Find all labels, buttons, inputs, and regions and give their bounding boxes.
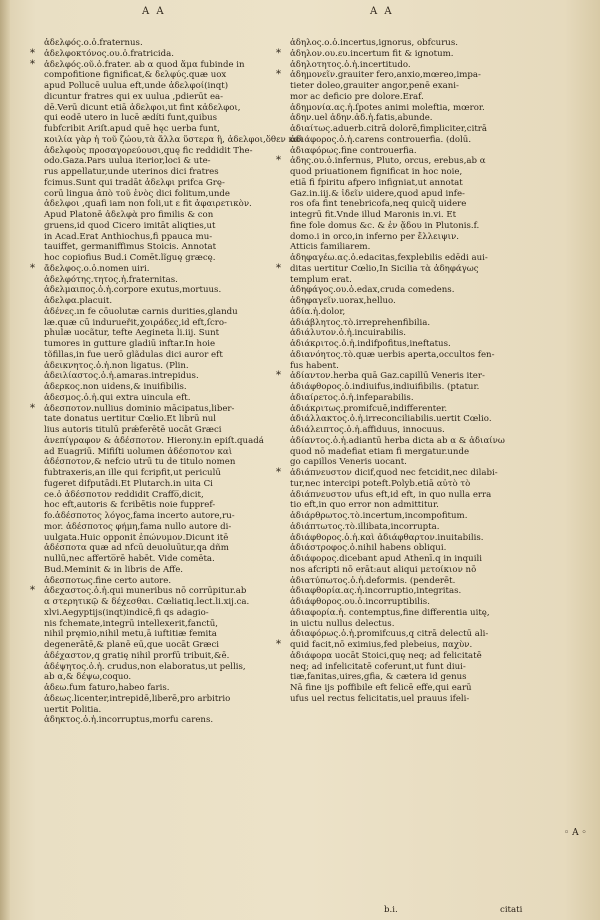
line-text: ἀδιαφόρως.fine controuerfia. — [290, 145, 417, 156]
text-line — [44, 189, 284, 200]
line-text: ἀδιάστροφος.ὁ.nihil habens obliqui. — [290, 543, 447, 554]
text-line — [44, 457, 284, 468]
line-text: nihil pręmio,nihil metu,ā iuftitiæ femita — [44, 629, 217, 640]
text-line — [290, 586, 538, 597]
line-text: uulgata.Huic opponit ἐπώνυμον.Dicunt itē — [44, 532, 229, 543]
text-line — [44, 318, 284, 329]
line-text: ditas uertitur Cœlio,In Sicilia τὰ ἀδηφάγως — [290, 263, 479, 274]
text-line — [44, 629, 284, 640]
text-line — [290, 242, 538, 253]
line-text: ἀδέσποτα quæ ad nfcū deuoluūtur,qa dñm — [44, 543, 229, 554]
text-line — [44, 608, 284, 619]
line-text: ἀνεπίγραφον & ἀδέσποτον. Hierony.in epiſt.quadá — [44, 435, 264, 446]
asterisk-marker: * — [30, 585, 35, 597]
line-text: uertit Politia. — [44, 704, 102, 715]
text-line — [44, 554, 284, 565]
line-text: tumores in gutture gladiū inftar.In hoie — [44, 339, 216, 349]
line-text: ufus uel rectus felicitatis,uel prauus ifeli- — [290, 693, 470, 704]
text-line — [290, 608, 538, 619]
text-line — [290, 543, 538, 554]
asterisk-marker: * — [276, 69, 281, 81]
line-text: hoc eft,autoris & fcribētis noie fuppref- — [44, 500, 216, 511]
line-text: ἀδεικνητος.ὁ.ἡ.non ligatus. (Plin. — [44, 360, 189, 371]
text-line — [44, 597, 284, 608]
text-line — [276, 370, 538, 382]
text-line — [290, 38, 538, 49]
line-text: ἀδηφάγος.ου.ὁ.edax,cruda comedens. — [290, 285, 455, 296]
line-text: ἀδιάπνευστον ufus eft,id eft, in quo nulla erra — [290, 489, 492, 500]
text-line — [290, 350, 538, 361]
text-line — [44, 210, 284, 221]
line-text: ἀδης.ου.ὁ.infernus, Pluto, orcus, erebus,ab α — [290, 156, 486, 167]
text-line — [290, 307, 538, 318]
text-line — [290, 404, 538, 415]
line-text: ἀδιάκριτος.ὁ.ἡ.indifpofitus,ineftatus. — [290, 339, 451, 349]
text-line — [276, 262, 538, 275]
line-text: ἀδιάφορα uocāt Stoici,quę neq; ad felicitatē — [290, 650, 482, 661]
text-line — [44, 694, 284, 705]
text-line — [44, 500, 284, 511]
line-text: tate donatus uertitur Cœlio.Et librū nul — [44, 414, 217, 425]
text-line — [290, 457, 538, 468]
text-line — [290, 124, 538, 135]
text-line — [44, 425, 284, 436]
text-line — [44, 683, 284, 694]
line-text: tauiffet, germaniffimus Stoicis. Annotat — [44, 242, 217, 253]
line-text: fus habent. — [290, 360, 339, 371]
text-line — [44, 522, 284, 533]
text-line — [290, 296, 538, 307]
text-line — [44, 382, 284, 393]
text-line — [290, 425, 538, 436]
line-text: ἀδιάπνευστον dicif,quod nec fetcidit,nec dilabi- — [290, 468, 498, 478]
text-line — [44, 134, 304, 146]
text-line — [290, 694, 538, 705]
line-text: ἀδιαφόρως.ὁ.ἡ.promifcuus,q citrā delectū ali- — [290, 629, 489, 640]
line-text: quod nō madefiat etiam fi mergatur.unde — [290, 446, 470, 457]
line-text: ἀδειλίαστος.ὁ.ἡ.amaras.intrepidus. — [44, 371, 199, 382]
asterisk-marker: * — [276, 47, 281, 59]
asterisk-marker: * — [276, 370, 281, 382]
text-line — [290, 113, 538, 124]
line-text: ἀδίαντον.herba quā Gaz.capillū Veneris iter- — [290, 371, 485, 382]
asterisk-marker: * — [276, 467, 281, 478]
text-line — [290, 629, 538, 640]
text-line — [290, 511, 538, 522]
text-line — [44, 103, 284, 114]
line-text: ἀδιάρθρωτος.τὸ.incertum,incompofitum. — [290, 511, 468, 521]
asterisk-marker: * — [276, 639, 281, 650]
line-text: apud Pollucē uulua eft,unde ἀδελφοί(inqt) — [44, 81, 229, 91]
line-text: nos afcripti nō erāt:aut aliqui μετοίκιον nō — [290, 564, 477, 575]
text-line — [44, 339, 284, 350]
line-text: ἀδηλον.ου.ευ.incertum fit & ignotum. — [290, 48, 454, 59]
text-line — [290, 447, 538, 458]
signature-mark: b.i. — [384, 905, 398, 915]
line-text: go capillos Veneris uocant. — [290, 457, 407, 468]
line-text: hoc copiofius Bud.i Comēt.lĩguę græcę. — [44, 253, 216, 263]
line-text: ἀδηφαγεῖν.uorax,helluo. — [290, 296, 396, 306]
line-text: ἀδεσμος.ὁ.ἡ.qui extra uincula eft. — [44, 392, 191, 403]
text-line — [290, 60, 538, 71]
line-text: ἀδεσποτον.nullius dominio mācipatus,liber- — [44, 403, 235, 414]
line-text: tiæ,fanitas,uires,gfia, & cætera id genus — [290, 672, 467, 683]
text-line — [44, 619, 284, 630]
line-text: fubtraxeris,an ille qui fcripfit,ut periculū — [44, 468, 221, 478]
text-line — [290, 253, 538, 264]
text-line — [44, 285, 284, 296]
line-text: qui eodē utero in lucē ædíti funt,quibus — [44, 113, 218, 124]
line-text: ἀδεω.fum faturo,habeo faris. — [44, 683, 170, 693]
line-text: ἀδιατύπωτος.ὁ.ἡ.deformis. (penderēt. — [290, 575, 456, 586]
line-text: domo.i in orco,in inferno per ἔλλειψιν. — [290, 231, 460, 242]
line-text: læ.quæ cū indurueřit,χοιράδες,id eft,ſcro- — [44, 317, 227, 328]
text-line — [290, 178, 538, 189]
line-text: ros ofa fint tenebricofa,neq quicq̃ uidere — [290, 199, 467, 210]
line-text: ἀδιάφορος.ὁ.ἡ.carens controuerfia. (dolū. — [290, 134, 472, 145]
text-line — [30, 585, 284, 597]
text-line — [44, 92, 284, 103]
text-line — [290, 103, 538, 114]
line-text: degenerātē,& planē eū,que uocāt Græci — [44, 640, 220, 650]
asterisk-marker: * — [276, 262, 281, 274]
text-line — [44, 146, 284, 157]
line-text: corū lingua ἀπὸ τοῦ ἑνὸς dici folitum,unde — [44, 188, 230, 199]
line-text: xlvi.Aegyptijs(inqt)indicē,fi qs adagio- — [44, 607, 209, 618]
asterisk-marker: * — [30, 262, 35, 274]
text-line — [290, 705, 538, 716]
line-text: ἀδεσποτως.fine certo autore. — [44, 575, 172, 586]
line-text: ἀδηλος.ο.ὁ.incertus,ignorus, obfcurus. — [290, 38, 458, 48]
text-line — [44, 371, 284, 382]
line-text: ἀδιάφθορος.ου.ὁ.incorruptibilis. — [290, 597, 430, 607]
text-line — [290, 285, 538, 296]
text-line — [44, 533, 284, 544]
line-text: ἀδημονεῖν.grauiter ferο,anxio,mœreo,impa- — [290, 70, 481, 81]
line-text: integrū fit.Vnde illud Maronis in.vi. Et — [290, 210, 457, 220]
text-line — [44, 479, 284, 490]
line-text: ἀδελφότης.τητος.ἡ.fraternitas. — [44, 274, 178, 285]
line-text: ἀδελφοκτόνος.ου.ὁ.fratricida. — [44, 48, 174, 59]
text-line — [44, 81, 284, 92]
line-text: neq; ad infelicitatē coferunt,ut funt diui- — [290, 661, 466, 672]
text-line — [276, 47, 538, 60]
text-line — [44, 156, 284, 167]
text-line — [30, 47, 284, 60]
line-text: Gaz.in.iij.& ἰδεῖν uidere,quod apud infe- — [290, 188, 465, 199]
line-text: ἀδία.ἡ.dolor, — [290, 306, 346, 317]
text-line — [290, 328, 538, 339]
line-text: ἀδερκος.non uidens,& inuifibilis. — [44, 382, 187, 392]
text-line — [290, 565, 538, 576]
line-text: ἄδελφος.ο.ὁ.nomen uiri. — [44, 263, 150, 274]
text-line — [44, 167, 284, 178]
text-line — [44, 468, 284, 479]
line-text: ce.ὁ ἀδέσποτον reddidit Craffo̅,dicit, — [44, 489, 204, 500]
left-running-head: A A — [142, 6, 166, 17]
text-line — [290, 146, 538, 157]
text-line — [44, 393, 284, 404]
line-text: ἀδελφός.οῦ.ὁ.frater. ab α quod ἅμα fubinde in — [44, 59, 245, 70]
text-line — [44, 576, 284, 587]
right-running-head: A A — [370, 6, 394, 17]
page-gutter-shadow — [0, 0, 10, 920]
text-line — [290, 662, 538, 673]
text-line — [44, 490, 284, 501]
text-line — [44, 70, 284, 81]
line-text: mor. ἀδέσποτος φήμη,fama nullo autore di- — [44, 521, 232, 532]
text-line — [290, 318, 538, 329]
text-line — [44, 242, 284, 253]
text-line — [276, 69, 538, 81]
text-line — [290, 414, 538, 425]
text-line — [290, 382, 538, 393]
right-column — [276, 38, 538, 715]
line-text: ἀδιαφορία.ἡ. contemptus,fine differentia uitę, — [290, 607, 490, 618]
line-text: rus appellatur,unde uterinos dici fratres — [44, 167, 219, 177]
line-text: quid facit,nō eximius,fed plebeius, παχὺν. — [290, 640, 473, 650]
line-text: Bud.Meminit & in libris de Affe. — [44, 564, 184, 575]
text-line — [44, 199, 284, 210]
line-text: ἀδελφοὺς προσαγορεύουσι,quę fic reddidit The- — [44, 145, 253, 156]
text-line — [290, 651, 538, 662]
text-line — [276, 155, 538, 167]
line-text: ἀδηφαγέω.ας.ὁ.edacitas,fexplebilis edēdi aui- — [290, 253, 488, 263]
text-line — [44, 253, 284, 264]
line-text: phulæ uocãtur, tefte Aegineta li.iij. Sunt — [44, 328, 220, 339]
asterisk-marker: * — [30, 402, 35, 414]
line-text: mor ac deficio pre dolore.Eraf. — [290, 91, 424, 102]
line-text: ἀδιάφορος.dicebant apud Athenī.q in inquili — [290, 554, 482, 564]
line-text: Nā fine ijs poffibile eft felicē effe,qui earū — [290, 683, 472, 693]
line-text: ἀδεως.licenter,intrepidē,liberē,pro arbitrio — [44, 693, 231, 704]
text-line — [44, 651, 284, 662]
line-text: ἀδιάλλακτος.ὁ.ἡ.irreconciliabilis.uertit Cœlio. — [290, 414, 492, 425]
line-text: ἀδελφα.placuit. — [44, 296, 113, 306]
line-text: fugeret difputādi.Et Plutarch.in uita Ci — [44, 478, 213, 489]
line-text: ἀδιάβλητος.τὸ.irreprehenfibilia. — [290, 317, 431, 328]
text-line — [290, 490, 538, 501]
text-line — [44, 436, 284, 447]
text-line — [44, 38, 284, 49]
text-line — [290, 167, 538, 178]
text-line — [44, 221, 284, 232]
text-line — [290, 135, 538, 146]
text-line — [290, 221, 538, 232]
asterisk-marker: * — [30, 47, 35, 59]
line-text: lius autoris titulū prǽferētē uocāt Græci — [44, 425, 222, 435]
text-line — [290, 672, 538, 683]
text-line — [44, 296, 284, 307]
line-text: ἀδίαντος.ὁ.ἡ.adiantū herba dicta ab α & ἀδιαίνω — [290, 435, 505, 446]
line-text: odo.Gaza.Pars uulua iterior,loci & ute- — [44, 156, 211, 167]
line-text: compofitione fignificat,& δελφύς.quæ uox — [44, 70, 227, 81]
text-line — [44, 705, 284, 716]
line-text: ἀδιάκριτως.promifcuē,indifferenter. — [290, 403, 448, 414]
text-line — [44, 350, 284, 361]
text-line — [44, 178, 284, 189]
line-text: ἀδιανόητος.τὸ.quæ uerbis aperta,occultos fen- — [290, 349, 495, 360]
text-line — [290, 576, 538, 587]
line-text: ἀδιάπτωτος.τὸ.illibata,incorrupta. — [290, 521, 440, 532]
text-line — [44, 307, 284, 318]
line-text: fcimus.Sunt qui tradāt ἀδελφι prifca Grę- — [44, 177, 225, 188]
text-line — [44, 511, 284, 522]
line-text: ἀδεχαστος.ὁ.ἡ.qui muneribus nō corrūpitur.ab — [44, 586, 247, 597]
line-text: templum erat. — [290, 274, 352, 285]
line-text: ἀδελμαιπος.ὁ.ἡ.corpore exutus,mortuus. — [44, 285, 222, 296]
text-line — [44, 328, 284, 339]
line-text: ἀδιαίτως.aduerb.citrā dolorē,fimpliciter,citrā — [290, 124, 488, 134]
line-text: ἀδην.uel ἀδην.ἀδ.ἡ.fatis,abunde. — [290, 113, 433, 124]
line-text: fo.ἀδέσποτος λόγος,fama incerto autore,ru- — [44, 511, 235, 521]
text-line — [44, 124, 284, 135]
line-text: κοιλία γὰρ ἡ τοῦ ζώου,τὰ ἄλλα ὕστερα ἢ, ἀδελφοι,ὅθεν καὶ — [44, 134, 304, 145]
line-text: ἀδηλοτητος.ὁ.ἡ.incertitudo. — [290, 59, 411, 70]
line-text: ἀδιάφθορος.ὁ.ἡ.καὶ ἀδιάφθαρτον.inuitabilis. — [290, 532, 484, 543]
line-text: ἀδένες.ın fe cōuolutæ carnis durities,glandu — [44, 306, 238, 317]
text-line — [44, 113, 284, 124]
line-text: ἀδελφός.ο.ὁ.fraternus. — [44, 38, 143, 48]
text-line — [290, 339, 538, 350]
line-text: gruens,id quod Cicero imitāt aliqties,ut — [44, 220, 216, 231]
text-line — [44, 361, 284, 372]
line-text: Atticis familiarem. — [290, 242, 371, 253]
line-text: tieter doleo,grauiter angor,penē exani- — [290, 81, 459, 91]
text-line — [44, 715, 284, 726]
line-text: α στερητικῷ & δέχεσθαι. Cœliatiq.lect.li.xij.ca. — [44, 597, 250, 607]
text-line — [290, 393, 538, 404]
text-line — [44, 447, 284, 458]
text-line — [290, 189, 538, 200]
text-line — [44, 543, 284, 554]
text-line — [290, 533, 538, 544]
line-text: nis fchemate,integrū intellexerit,fanctū, — [44, 618, 219, 629]
text-line — [290, 436, 538, 447]
line-text: ἀδιαίρετος.ὁ.ἡ.infeparabilis. — [290, 392, 414, 403]
text-line — [44, 232, 284, 243]
asterisk-marker: * — [276, 155, 281, 167]
text-line — [290, 522, 538, 533]
line-text: ἀδέσποτον,& nefcio utrū tu de titulo nomen — [44, 457, 236, 468]
text-line — [290, 554, 538, 565]
line-text: ἀδιάλυτον.ὁ.ἡ.incuirabilis. — [290, 328, 406, 339]
catchword: citati — [500, 905, 523, 915]
line-text: in uictu nullus delectus. — [290, 618, 395, 629]
text-line — [290, 92, 538, 103]
line-text: dicuntur fratres qui ex uulua ,pdierūt ea- — [44, 91, 224, 102]
asterisk-marker: * — [30, 58, 35, 70]
line-text: dē.Verū dicunt etiā ἀδελφοι,ut fint κἀδελφοι, — [44, 102, 241, 113]
text-line — [276, 467, 538, 479]
text-line — [30, 262, 284, 275]
line-text: nullū,nec afferto̅rē habēt. Vide comēta. — [44, 554, 215, 564]
left-column — [30, 38, 304, 726]
line-text: quod priuationem fignificat in hoc noie, — [290, 167, 463, 177]
text-line — [276, 639, 538, 651]
line-text: tio eft,in quo error non admittitur. — [290, 500, 439, 511]
text-line — [290, 210, 538, 221]
line-text: ἀδιάλειπτος.ὁ.ἡ.affiduus, innocuus. — [290, 425, 445, 435]
line-text: ἀδιαφθορία.ας.ἡ.incorruptio,integritas. — [290, 586, 462, 597]
text-line — [44, 662, 284, 673]
text-line — [290, 232, 538, 243]
text-line — [44, 640, 284, 651]
margin-ornament: ◦ A ◦ — [564, 828, 587, 838]
text-line — [30, 58, 284, 71]
text-line — [290, 361, 538, 372]
text-line — [290, 199, 538, 210]
line-text: ἀδέχαστον,q gratię nihil prorfū tribuit,&ē. — [44, 650, 230, 661]
line-text: tur,nec intercipi poteft.Polyb.etiā αὐτὸ τὸ — [290, 478, 471, 489]
line-text: ἀδημονία.ας.ἡ.ſpotes animi moleftia, mœror. — [290, 102, 485, 113]
text-line — [290, 500, 538, 511]
line-text: tõfillas,in fue uerō glãdulas dici auror eft — [44, 349, 223, 360]
text-line — [290, 597, 538, 608]
line-text: ἀδιάφθορος.ὁ.indiuifus,indiuifibilis. (ptatur. — [290, 382, 480, 392]
line-text: fubfcribit Ariſt.apud quē hęc uerba funt, — [44, 124, 220, 134]
line-text: fine fole domus &c. & ἐν ᾅδου in Plutonis.f. — [290, 220, 480, 231]
text-line — [290, 619, 538, 630]
line-text: ab α,& δέψω,coquo. — [44, 672, 132, 683]
line-text: ἀδηκτος.ὁ.ἡ.incorruptus,morfu carens. — [44, 715, 214, 726]
text-line — [44, 672, 284, 683]
text-line — [44, 565, 284, 576]
line-text: ad Euagriū. Mifiſti uolumen ἀδέσποτον καὶ — [44, 446, 233, 457]
text-line — [290, 275, 538, 286]
line-text: Apud Platonē ἀδελφὰ pro fimilis & con — [44, 210, 214, 220]
text-line — [44, 275, 284, 286]
text-line — [44, 414, 284, 425]
text-line — [290, 81, 538, 92]
line-text: ἀδελφοι ,quafi iam non foli,ut ε fit ἀφαιρετικὸν. — [44, 199, 252, 210]
line-text: etiā fi fpiritu afpero infigniat,ut annotat — [290, 177, 463, 188]
text-line — [30, 402, 284, 415]
line-text: in Acad.Erat Anthiochus,fi ppauca mu- — [44, 231, 213, 242]
line-text: ἀδέψητος.ὁ.ἡ. crudus,non elaboratus,ut pellis, — [44, 661, 246, 672]
text-line — [290, 683, 538, 694]
text-line — [290, 479, 538, 490]
